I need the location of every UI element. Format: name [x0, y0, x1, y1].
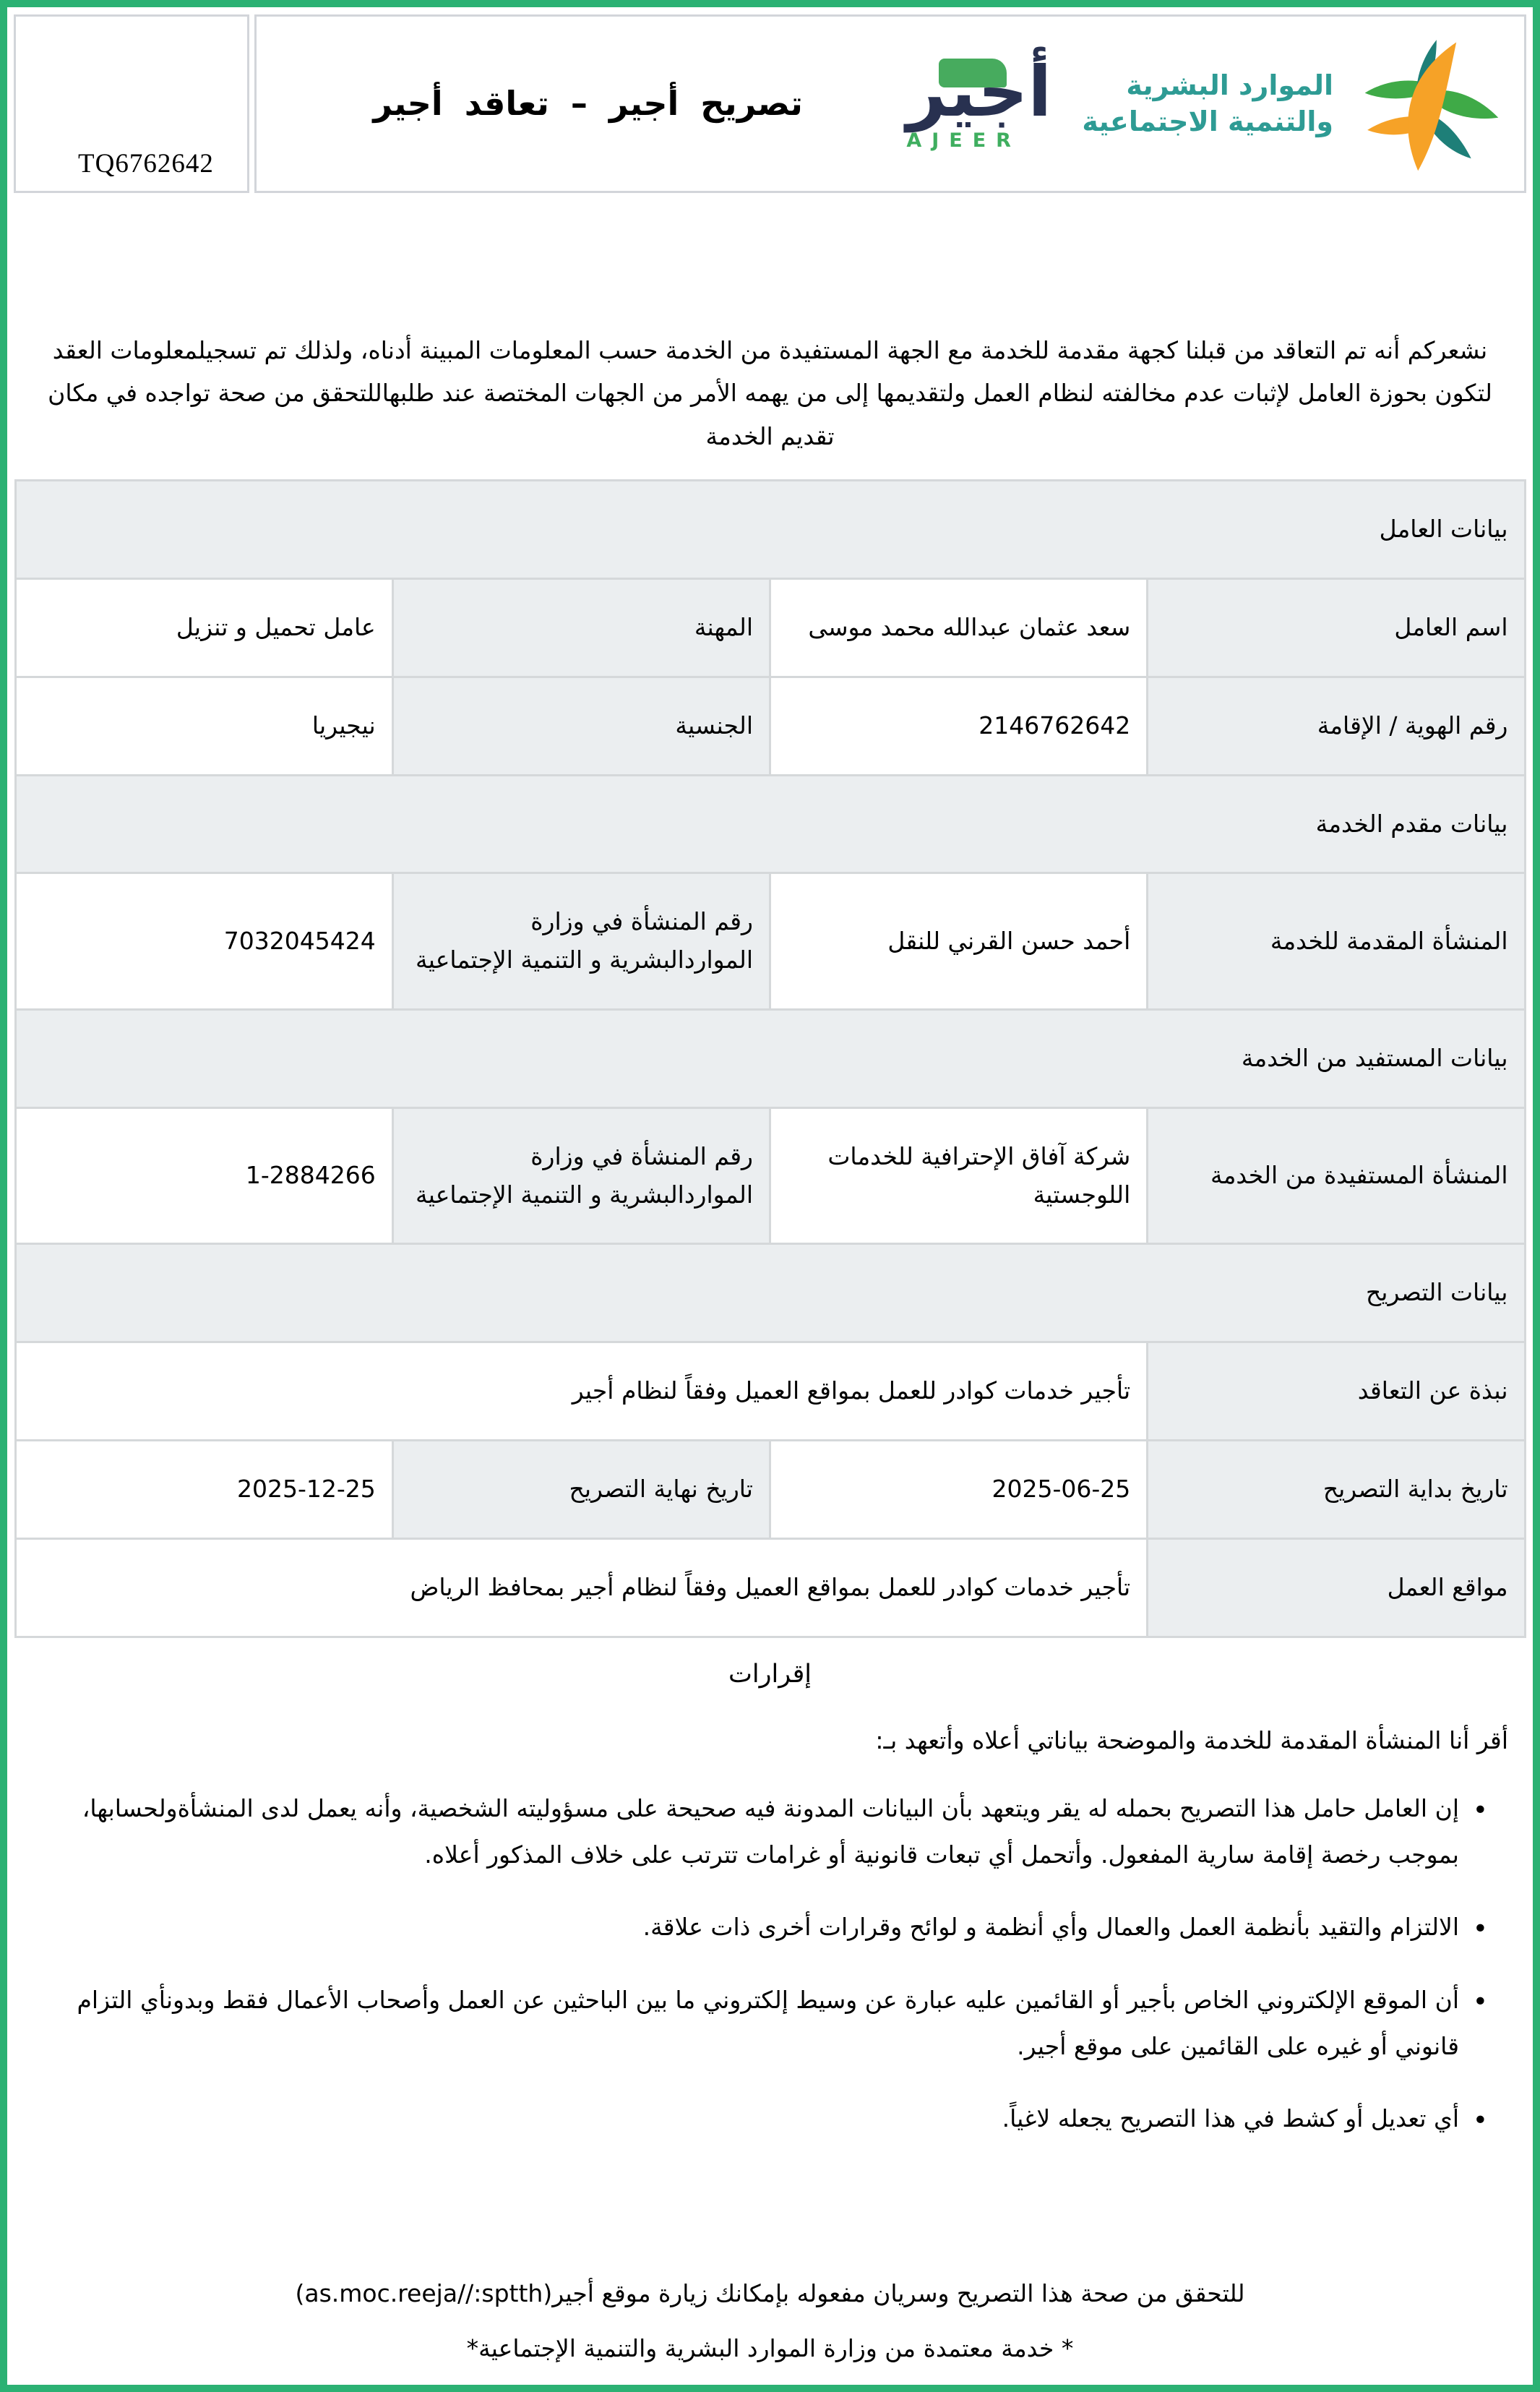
- title-logo-box: [254, 14, 1526, 193]
- declarations-intro: أقر أنا المنشأة المقدمة للخدمة والموضحة بياناتي أعلاه وأتعهد بـ:: [875, 1726, 1508, 1754]
- table-row: [15, 578, 1525, 677]
- document-header: [14, 14, 1526, 193]
- contract-brief-label: نبذة عن التعاقد: [1148, 1342, 1525, 1441]
- logos-group: [906, 36, 1500, 172]
- provider-number-value: 7032045424: [15, 873, 392, 1010]
- provider-name-label: المنشأة المقدمة للخدمة: [1148, 873, 1525, 1010]
- provider-number-label: رقم المنشأة في وزارة المواردالبشرية و التنمية الإجتماعية: [392, 873, 770, 1010]
- beneficiary-number-label: رقم المنشأة في وزارة المواردالبشرية و التنمية الإجتماعية: [392, 1107, 770, 1244]
- ministry-wordmark-line2: والتنمية الاجتماعية: [1082, 105, 1333, 137]
- footer-verify-line: للتحقق من صحة هذا التصريح وسريان مفعوله بإمكانك زيارة موقع أجير(as.moc.reeja//:sptth): [295, 2279, 1245, 2307]
- beneficiary-name-value: شركة آفاق الإحترافية للخدمات اللوجستية: [770, 1107, 1148, 1244]
- permit-table: [14, 479, 1526, 1637]
- beneficiary-number-value: 1-2884266: [15, 1107, 392, 1244]
- declarations-title: إقرارات: [728, 1659, 812, 1689]
- start-date-label: تاريخ بداية التصريح: [1148, 1440, 1525, 1538]
- profession-label: المهنة: [392, 578, 770, 677]
- table-row: [15, 1342, 1525, 1441]
- provider-name-value: أحمد حسن القرني للنقل: [770, 873, 1148, 1010]
- table-row: [15, 1538, 1525, 1637]
- ministry-wordmark-line1: الموارد البشرية: [1126, 69, 1333, 102]
- ajeer-logo: [906, 51, 1052, 153]
- ministry-wordmark: [1082, 68, 1333, 140]
- table-row: [15, 677, 1525, 775]
- ajeer-wordmark: [906, 51, 1052, 132]
- table-row: [15, 1107, 1525, 1244]
- section-provider-title: بيانات مقدم الخدمة: [15, 775, 1525, 873]
- beneficiary-name-label: المنشأة المستفيدة من الخدمة: [1148, 1107, 1525, 1244]
- worker-name-value: سعد عثمان عبدالله محمد موسى: [770, 578, 1148, 677]
- page-title: تصريح أجير – تعاقد أجير: [373, 83, 803, 123]
- table-row: [15, 1440, 1525, 1538]
- declaration-item: • إن العامل حامل هذا التصريح بحمله له يقر ويتعهد بأن البيانات المدونة فيه صحيحة على مسؤوليته الشخصية، وأنه يعمل لدى المنشأةولحسابها، بموجب رخصة إقامة سارية المفعول. وأتحمل أي تبعات قانونية أو غرامات تترتب على خلاف المذكور أعلاه.: [51, 1786, 1489, 1879]
- footer-approved-line: * خدمة معتمدة من وزارة الموارد البشرية والتنمية الإجتماعية*: [466, 2333, 1074, 2362]
- end-date-value: 2025-12-25: [15, 1440, 392, 1538]
- worker-name-label: اسم العامل: [1148, 578, 1525, 677]
- doc-number-box: [14, 14, 249, 193]
- table-row: [15, 775, 1525, 873]
- declaration-item: • الالتزام والتقيد بأنظمة العمل والعمال وأي أنظمة و لوائح وقرارات أخرى ذات علاقة.: [51, 1904, 1489, 1950]
- nationality-label: الجنسية: [392, 677, 770, 775]
- intro-paragraph: نشعركم أنه تم التعاقد من قبلنا كجهة مقدمة للخدمة مع الجهة المستفيدة من الخدمة حسب المعلومات المبينة أدناه، ولذلك تم تسجيلمعلومات العقد لتكون بحوزة العامل لإثبات عدم مخالفته لنظام العمل ولتقديمها إلى من يهمه الأمر من الجهات المختصة عند طلبهاللتحقق من صحة تواجده في مكان تقديم الخدمة: [48, 336, 1492, 450]
- section-worker-title: بيانات العامل: [15, 481, 1525, 579]
- ajeer-latin-text: AJEER: [906, 129, 1021, 153]
- work-locations-label: مواقع العمل: [1148, 1538, 1525, 1637]
- section-permit-title: بيانات التصريح: [15, 1244, 1525, 1342]
- work-locations-value: تأجير خدمات كوادر للعمل بمواقع العميل وفقاً لنظام أجير بمحافظ الرياض: [15, 1538, 1148, 1637]
- id-number-label: رقم الهوية / الإقامة: [1148, 677, 1525, 775]
- section-beneficiary-title: بيانات المستفيد من الخدمة: [15, 1009, 1525, 1107]
- start-date-value: 2025-06-25: [770, 1440, 1148, 1538]
- declaration-item: • أن الموقع الإلكتروني الخاص بأجير أو القائمين عليه عبارة عن وسيط إلكتروني ما بين الباحثين عن العمل وأصحاب الأعمال فقط وبدونأي التزام قانوني أو غيره على القائمين على موقع أجير.: [51, 1977, 1489, 2070]
- contract-brief-value: تأجير خدمات كوادر للعمل بمواقع العميل وفقاً لنظام أجير: [15, 1342, 1148, 1441]
- declarations-list: [51, 1786, 1489, 2143]
- end-date-label: تاريخ نهاية التصريح: [392, 1440, 770, 1538]
- nationality-value: نيجيريا: [15, 677, 392, 775]
- declaration-item: • أي تعديل أو كشط في هذا التصريح يجعله لاغياً.: [51, 2096, 1489, 2142]
- table-row: [15, 481, 1525, 579]
- id-number-value: 2146762642: [770, 677, 1148, 775]
- ministry-palm-icon: [1364, 36, 1500, 172]
- doc-number: TQ6762642: [78, 149, 214, 179]
- table-row: [15, 873, 1525, 1010]
- profession-value: عامل تحميل و تنزيل: [15, 578, 392, 677]
- ajeer-arabic-text: أجير: [906, 51, 1052, 132]
- table-row: [15, 1009, 1525, 1107]
- table-row: [15, 1244, 1525, 1342]
- document-footer: [7, 2276, 1533, 2366]
